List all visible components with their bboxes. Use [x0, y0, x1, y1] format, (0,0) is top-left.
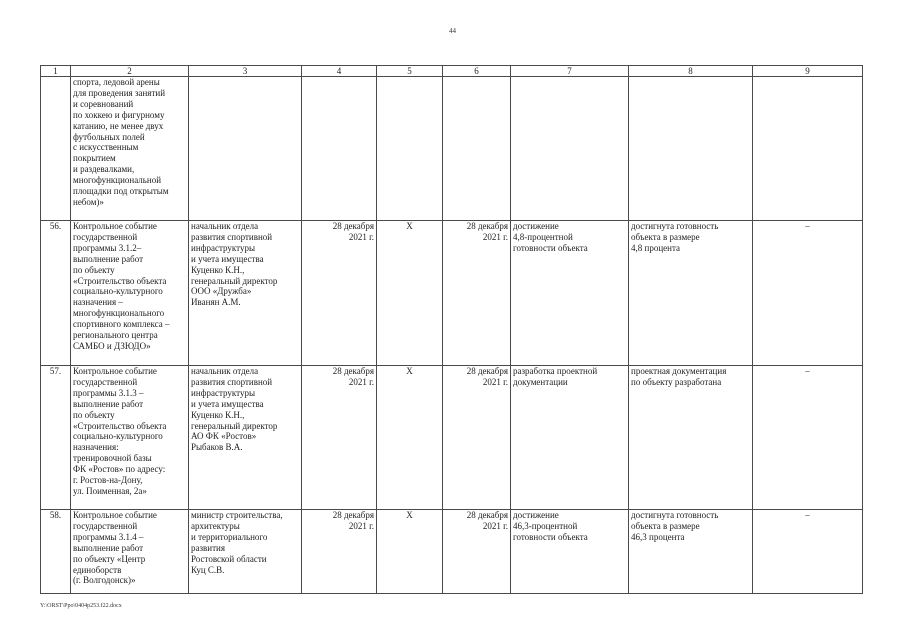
responsible: министр строительства, архитектуры и территориального развития Ростовской области Куц С.В.: [189, 510, 302, 594]
col5-mark: X: [377, 221, 443, 366]
control-events-table: [40, 65, 863, 594]
actual-date: 28 декабря 2021 г.: [443, 221, 511, 366]
row-number: 56.: [41, 221, 71, 366]
event-name-continuation: спорта, ледовой арены для проведения занятий и соревнований по хоккею и фигурному катанию, не менее двух футбольных полей с искусственным покрытием и раздевалками, многофункциональной площадки под открытым небом)»: [71, 77, 189, 221]
achieved-result: достигнута готовность объекта в размере 4,8 процента: [629, 221, 753, 366]
col9-mark: –: [753, 221, 863, 366]
col9-mark: –: [753, 366, 863, 510]
event-name: Контрольное событие государственной программы 3.1.2– выполнение работ по объекту «Строительство объекта социально-культурного назначения – многофункционального спортивного комплекса – регионального центра САМБО и ДЗЮДО»: [71, 221, 189, 366]
achieved-result: достигнута готовность объекта в размере 46,3 процента: [629, 510, 753, 594]
event-name: Контрольное событие государственной программы 3.1.3 – выполнение работ по объекту «Строительство объекта социально-культурного назначения: тренировочной базы ФК «Ростов» по адресу: г. Ростов-на-Дону, ул. Поименная, 2а»: [71, 366, 189, 510]
responsible: начальник отдела развития спортивной инфраструктуры и учета имущества Куценко К.Н., генеральный директор ООО «Дружба» Иванян А.М.: [189, 221, 302, 366]
expected-result: достижение 4,8-процентной готовности объекта: [511, 221, 629, 366]
column-header: 3: [189, 66, 302, 77]
column-header: 9: [753, 66, 863, 77]
expected-result: достижение 46,3-процентной готовности объекта: [511, 510, 629, 594]
column-header: 5: [377, 66, 443, 77]
event-name: Контрольное событие государственной программы 3.1.4 – выполнение работ по объекту «Центр единоборств (г. Волгодонск)»: [71, 510, 189, 594]
col5-mark: X: [377, 366, 443, 510]
table-header-row: [41, 66, 863, 77]
planned-date: 28 декабря 2021 г.: [302, 366, 377, 510]
responsible: начальник отдела развития спортивной инфраструктуры и учета имущества Куценко К.Н., генеральный директор АО ФК «Ростов» Рыбаков В.А.: [189, 366, 302, 510]
column-header: 2: [71, 66, 189, 77]
row-number: 58.: [41, 510, 71, 594]
achieved-result: проектная документация по объекту разработана: [629, 366, 753, 510]
planned-date: 28 декабря 2021 г.: [302, 510, 377, 594]
column-header: 4: [302, 66, 377, 77]
continuation-row: [41, 77, 863, 221]
column-header: 6: [443, 66, 511, 77]
planned-date: 28 декабря 2021 г.: [302, 221, 377, 366]
table-row: [41, 366, 863, 510]
col9-mark: –: [753, 510, 863, 594]
row-number: 57.: [41, 366, 71, 510]
column-header: 8: [629, 66, 753, 77]
table-row: [41, 510, 863, 594]
column-header: 7: [511, 66, 629, 77]
actual-date: 28 декабря 2021 г.: [443, 510, 511, 594]
column-header: 1: [41, 66, 71, 77]
actual-date: 28 декабря 2021 г.: [443, 366, 511, 510]
expected-result: разработка проектной документации: [511, 366, 629, 510]
col5-mark: X: [377, 510, 443, 594]
page-number: 44: [449, 27, 456, 35]
table-row: [41, 221, 863, 366]
file-path-footer: Y:\ORST\Ppo\0404p253.f22.docx: [40, 603, 122, 609]
